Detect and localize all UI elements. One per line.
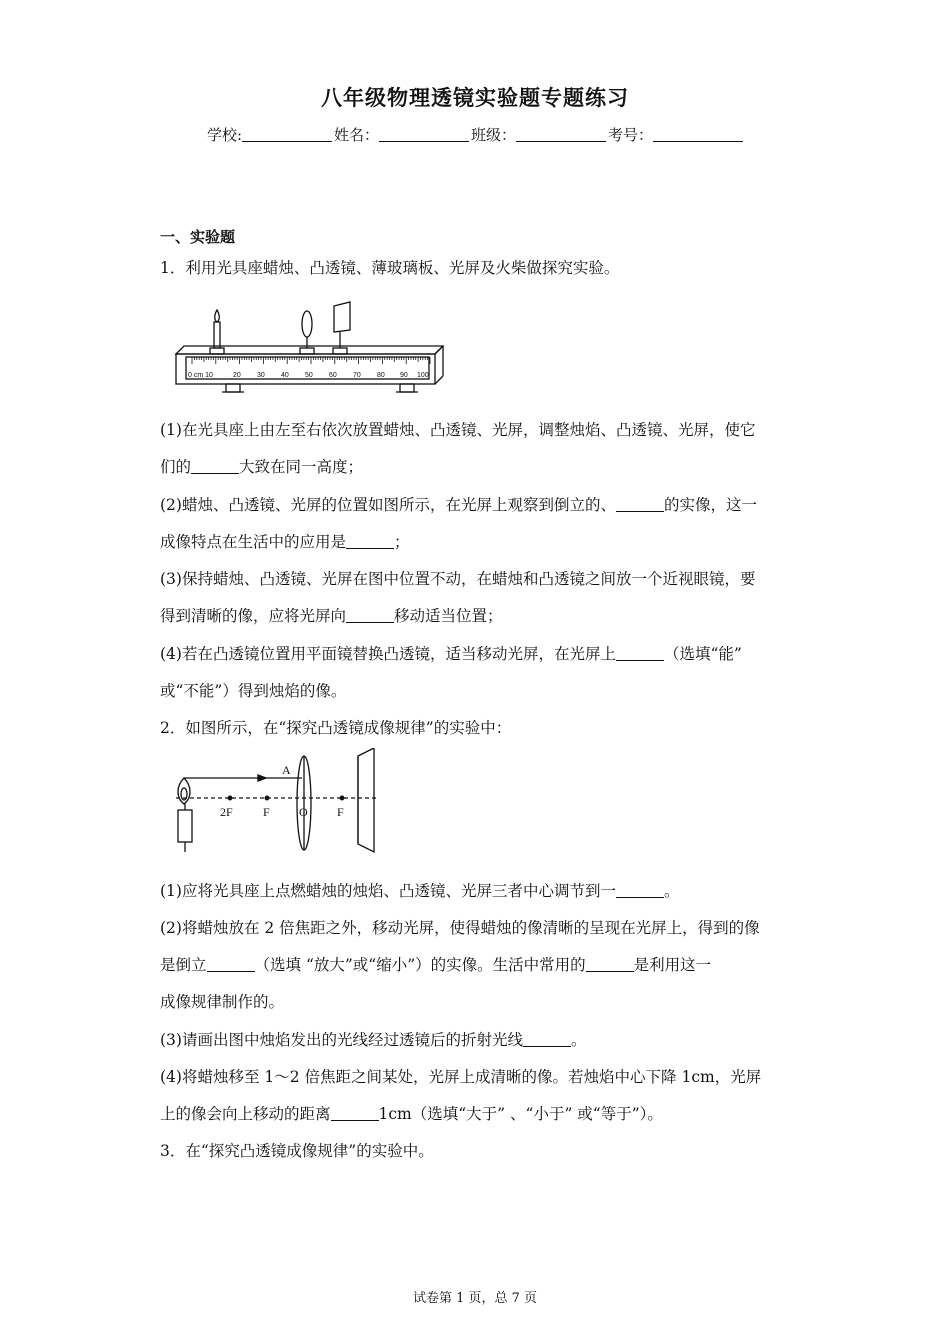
q1-part1-text-b: 大致在同一高度； [239, 458, 364, 476]
q1-part1-line1: (1)在光具座上由左至右依次放置蜡烛、凸透镜、光屏，调整烛焰、凸透镜、光屏，使它 [160, 421, 756, 439]
name-label: 姓名： [334, 126, 380, 144]
q2-part3-text-b: 。 [570, 1031, 587, 1049]
point-a-label: A [282, 763, 291, 777]
point-f-right-label: F [337, 805, 344, 819]
point-f-left-label: F [263, 805, 270, 819]
bench-tick-label-90: 90 [400, 372, 408, 379]
q1-part1-text-a: 们的 [160, 458, 192, 476]
bench-tick-label-70: 70 [353, 372, 361, 379]
q1-part2-text-d: ； [394, 533, 410, 551]
q2-part2-text-a: 是倒立 [160, 956, 207, 974]
q1-part1-line2 [160, 455, 792, 477]
optical-bench-figure [170, 300, 450, 398]
q2-part1-blank[interactable] [616, 883, 664, 898]
q2-part2-blank-a[interactable] [207, 957, 255, 972]
class-blank[interactable] [516, 127, 606, 142]
q2-part2-line1: (2)将蜡烛放在 2 倍焦距之外，移动光屏，使得蜡烛的像清晰的呈现在光屏上，得到的像 [160, 919, 760, 937]
bench-tick-label-100: 100 [417, 372, 429, 379]
q1-part1-blank[interactable] [191, 459, 239, 474]
q1-part4-line2: 或“不能”）得到烛焰的像。 [160, 682, 347, 700]
bench-tick-label-0: 0 cm 10 [188, 372, 213, 379]
q1-part2-line2 [160, 530, 792, 552]
point-2f-label: 2F [220, 805, 233, 819]
point-o-label: O [299, 805, 308, 819]
q1-part2-text-c: 成像特点在生活中的应用是 [160, 533, 347, 551]
q2-part4-text-b: 1cm（选填“大于” 、“小于” 或“等于”）。 [378, 1105, 663, 1123]
q2-part2-text-b: （选填 “放大”或“缩小”）的实像。生活中常用的 [254, 956, 586, 974]
bench-tick-label-60: 60 [329, 372, 337, 379]
q2-part1-text-b: 。 [663, 882, 680, 900]
q2-part4-line2 [160, 1102, 792, 1124]
q3-stem: 3．在“探究凸透镜成像规律”的实验中。 [160, 1142, 434, 1160]
q1-part2-text-b: 的实像，这一 [663, 496, 757, 514]
q1-part4-text-a: (4)若在凸透镜位置用平面镜替换凸透镜，适当移动光屏，在光屏上 [160, 645, 616, 663]
q2-part2-line3: 成像规律制作的。 [160, 993, 285, 1011]
q2-part4-text-a: 上的像会向上移动的距离 [160, 1105, 331, 1123]
q2-part2-line2 [160, 953, 792, 975]
bench-tick-label-20: 20 [233, 372, 241, 379]
exam-no-label: 考号： [608, 126, 654, 144]
bench-tick-label-40: 40 [281, 372, 289, 379]
q2-part3 [160, 1028, 792, 1050]
school-blank[interactable] [242, 127, 332, 142]
student-info-line [0, 124, 950, 145]
page-title: 八年级物理透镜实验题专题练习 [321, 85, 629, 110]
q1-part2-line1 [160, 493, 792, 515]
exam-no-blank[interactable] [653, 127, 743, 142]
q1-part3-text-b: 移动适当位置； [394, 607, 503, 625]
q1-stem: 1．利用光具座蜡烛、凸透镜、薄玻璃板、光屏及火柴做探究实验。 [160, 259, 620, 277]
bench-tick-label-80: 80 [377, 372, 385, 379]
lens-ray-figure [170, 748, 390, 860]
q2-part3-blank[interactable] [523, 1032, 571, 1047]
q2-part3-text-a: (3)请画出图中烛焰发出的光线经过透镜后的折射光线 [160, 1031, 523, 1049]
q2-part1 [160, 879, 792, 901]
bench-tick-label-50: 50 [305, 372, 313, 379]
q1-part3-blank[interactable] [346, 608, 394, 623]
page-footer: 试卷第 1 页，总 7 页 [412, 1291, 538, 1306]
q2-stem: 2．如图所示，在“探究凸透镜成像规律”的实验中： [160, 719, 512, 737]
q1-part2-blank-a[interactable] [616, 497, 664, 512]
q2-part4-blank[interactable] [331, 1106, 379, 1121]
q1-part4-text-b: （选填“能” [663, 645, 742, 663]
q2-part2-text-c: 是利用这一 [633, 956, 712, 974]
q1-part2-text-a: (2)蜡烛、凸透镜、光屏的位置如图所示，在光屏上观察到倒立的、 [160, 496, 616, 514]
q2-part1-text-a: (1)应将光具座上点燃蜡烛的烛焰、凸透镜、光屏三者中心调节到一 [160, 882, 616, 900]
q2-part2-blank-b[interactable] [586, 957, 634, 972]
class-label: 班级： [471, 126, 517, 144]
q1-part4-blank[interactable] [616, 646, 664, 661]
bench-tick-label-30: 30 [257, 372, 265, 379]
name-blank[interactable] [379, 127, 469, 142]
q1-part3-line1: (3)保持蜡烛、凸透镜、光屏在图中位置不动，在蜡烛和凸透镜之间放一个近视眼镜，要 [160, 570, 756, 588]
q1-part4-line1 [160, 642, 792, 664]
q2-part4-line1: (4)将蜡烛移至 1～2 倍焦距之间某处，光屏上成清晰的像。若烛焰中心下降 1cm，光屏 [160, 1068, 762, 1086]
q1-part2-blank-b[interactable] [346, 534, 394, 549]
q1-part3-line2 [160, 604, 792, 626]
q1-part3-text-a: 得到清晰的像，应将光屏向 [160, 607, 347, 625]
school-label: 学校: [206, 126, 242, 144]
section-heading: 一、实验题 [160, 228, 236, 246]
